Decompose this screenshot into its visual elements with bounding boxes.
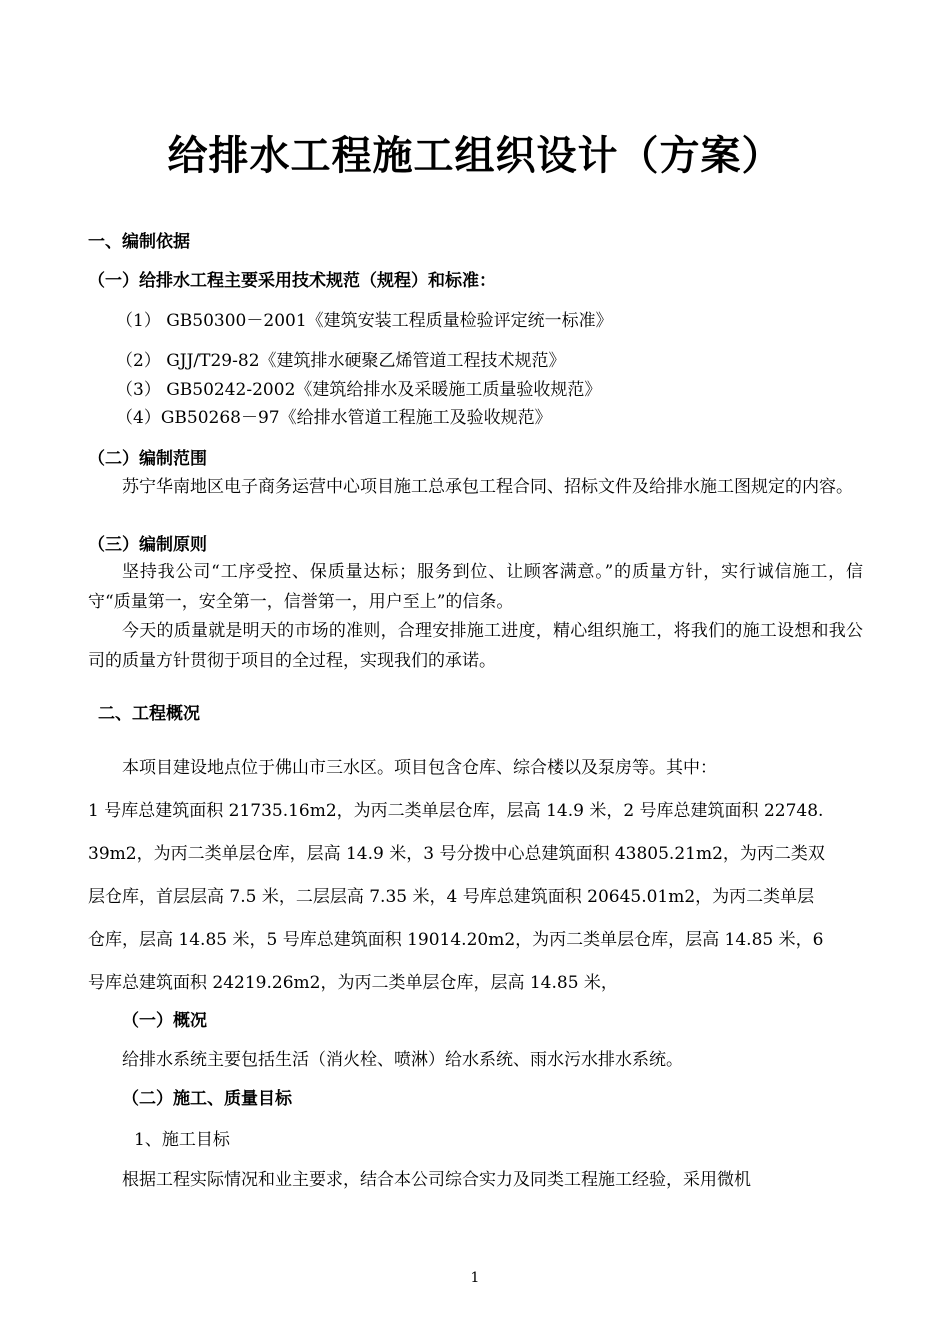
section-1-3-heading: （三）编制原则 (88, 535, 207, 555)
overview-line-2: 39m2，为丙二类单层仓库，层高 14.9 米，3 号分拨中心总建筑面积 43805.21m2，为丙二类双 (88, 844, 825, 864)
standard-item-3: （3） GB50242-2002《建筑给排水及采暖施工质量验收规范》 (116, 380, 602, 400)
page-number: 1 (470, 1270, 480, 1286)
overview-intro: 本项目建设地点位于佛山市三水区。项目包含仓库、综合楼以及泵房等。其中： (122, 758, 717, 778)
principle-paragraph-2: 今天的质量就是明天的市场的准则，合理安排施工进度，精心组织施工，将我们的施工设想和我公司的质量方针贯彻于项目的全过程，实现我们的承诺。 (88, 621, 863, 671)
section-2-heading: 二、工程概况 (98, 704, 200, 724)
overview-line-4: 仓库，层高 14.85 米，5 号库总建筑面积 19014.20m2，为丙二类单层仓库，层高 14.85 米，6 (88, 930, 824, 950)
section-1-2-heading: （二）编制范围 (88, 449, 207, 469)
overview-line-5: 号库总建筑面积 24219.26m2，为丙二类单层仓库，层高 14.85 米， (88, 973, 618, 993)
principle-paragraph-1: 坚持我公司“工序受控、保质量达标；服务到位、让顾客满意。”的质量方针，实行诚信施工，信守“质量第一，安全第一，信誉第一，用户至上”的信条。 (88, 562, 863, 612)
system-overview-text: 给排水系统主要包括生活（消火栓、喷淋）给水系统、雨水污水排水系统。 (122, 1050, 683, 1070)
document-title: 给排水工程施工组织设计（方案） (167, 132, 783, 179)
construction-goal-item: 1、施工目标 (134, 1130, 230, 1150)
section-2-1-heading: （一）概况 (122, 1011, 207, 1031)
standard-item-2: （2） GJJ/T29-82《建筑排水硬聚乙烯管道工程技术规范》 (116, 351, 566, 371)
section-1-heading: 一、编制依据 (88, 232, 190, 252)
standard-item-4: （4）GB50268－97《给排水管道工程施工及验收规范》 (116, 408, 552, 428)
standard-item-1: （1） GB50300－2001《建筑安装工程质量检验评定统一标准》 (116, 311, 613, 331)
scope-paragraph: 苏宁华南地区电子商务运营中心项目施工总承包工程合同、招标文件及给排水施工图规定的内容。 (122, 477, 853, 497)
construction-goal-text: 根据工程实际情况和业主要求，结合本公司综合实力及同类工程施工经验，采用微机 (122, 1170, 751, 1190)
overview-line-1: 1 号库总建筑面积 21735.16m2，为丙二类单层仓库，层高 14.9 米，2 号库总建筑面积 22748. (88, 801, 824, 821)
section-2-2-heading: （二）施工、质量目标 (122, 1089, 292, 1109)
overview-line-3: 层仓库，首层层高 7.5 米，二层层高 7.35 米，4 号库总建筑面积 20645.01m2，为丙二类单层 (88, 887, 815, 907)
section-1-1-heading: （一）给排水工程主要采用技术规范（规程）和标准： (88, 271, 496, 291)
